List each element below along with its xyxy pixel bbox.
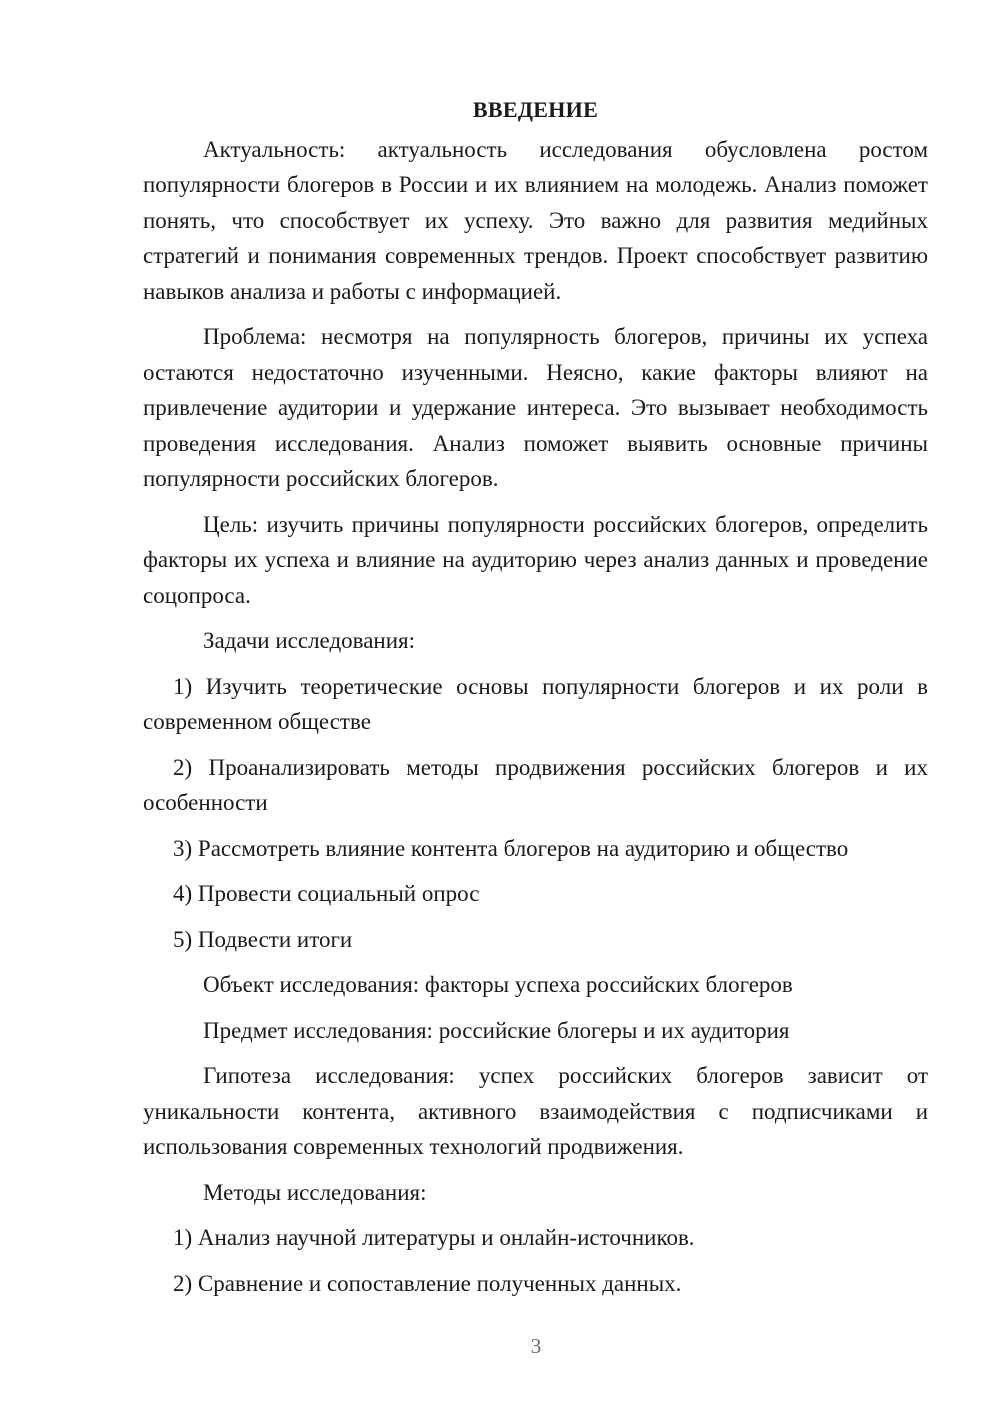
section-title: ВВЕДЕНИЕ: [472, 97, 599, 122]
page-number: 3: [530, 1334, 542, 1358]
method-item: 1) Анализ научной литературы и онлайн-источников.: [173, 1225, 695, 1250]
page-content: [143, 92, 928, 1311]
object-paragraph: Объект исследования: факторы успеха российских блогеров: [203, 972, 793, 997]
subject-paragraph: Предмет исследования: российские блогеры и их аудитория: [203, 1017, 790, 1043]
task-item: 2) Проанализировать методы продвижения российских блогеров и их особенности: [143, 754, 928, 815]
method-item: 2) Сравнение и сопоставление полученных данных.: [173, 1270, 682, 1296]
methods-heading: Методы исследования:: [203, 1179, 427, 1205]
task-item: 4) Провести социальный опрос: [173, 881, 480, 906]
relevance-paragraph: Актуальность: актуальность исследования обусловлена ростом популярности блогеров в России и их влиянием на молодежь. Анализ поможет понять, что способствует их успеху. Это важно для развития медийных стратегий и понимания современных трендов. Проект способствует развитию навыков анализа и работы с информацией.: [143, 136, 928, 304]
problem-paragraph: Проблема: несмотря на популярность блогеров, причины их успеха остаются недостаточно изученными. Неясно, какие факторы влияют на привлечение аудитории и удержание интереса. Это вызывает необходимость проведения исследования. Анализ поможет выявить основные причины популярности российских блогеров.: [143, 324, 928, 491]
task-item: 1) Изучить теоретические основы популярности блогеров и их роли в современном обществе: [143, 673, 928, 734]
hypothesis-paragraph: Гипотеза исследования: успех российских блогеров зависит от уникальности контента, активного взаимодействия с подписчиками и использования современных технологий продвижения.: [143, 1063, 928, 1159]
task-item: 5) Подвести итоги: [173, 926, 353, 952]
tasks-heading: Задачи исследования:: [203, 628, 416, 653]
goal-paragraph: Цель: изучить причины популярности российских блогеров, определить факторы их успеха и влияние на аудиторию через анализ данных и проведение соцопроса.: [143, 511, 928, 608]
task-item: 3) Рассмотреть влияние контента блогеров на аудиторию и общество: [173, 835, 849, 861]
